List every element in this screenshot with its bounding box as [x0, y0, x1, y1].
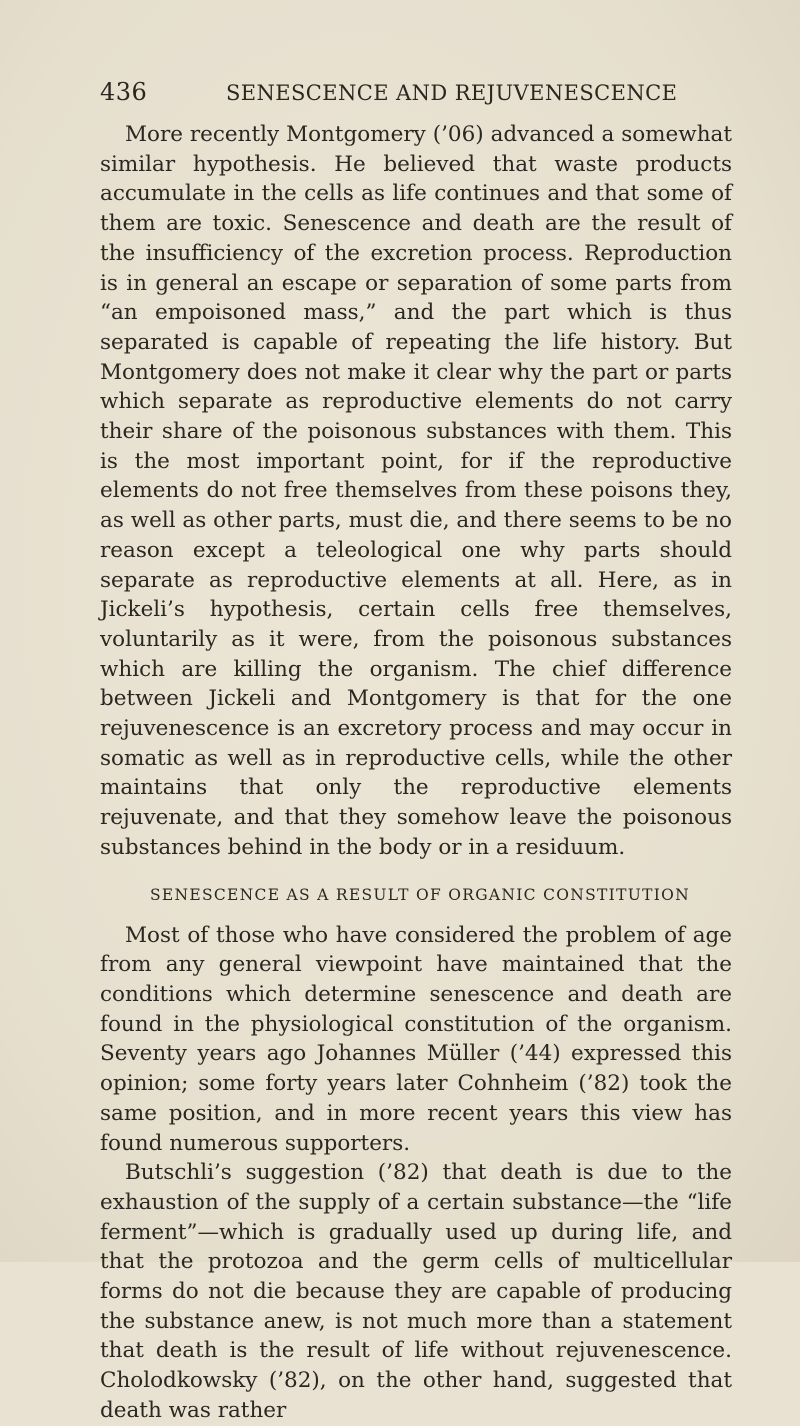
section-heading: SENESCENCE AS A RESULT OF ORGANIC CONSTITUTION: [149, 885, 691, 904]
paragraph: Most of those who have considered the problem of age from any general viewpoint have maintained that the conditions which determine senescence and death are found in the physiological constitution of the organism. Seventy years ago Johannes Müller (’44) expressed this opinion; some forty years later Cohnheim (’82) took the same position, and in more recent years this view has found numerous supporters.: [100, 922, 732, 1156]
paragraph: Butschli’s suggestion (’82) that death is due to the exhaustion of the supply of a certain substance—the “life ferment”—which is gradually used up during life, and that the protozoa and the germ cells of multicellular forms do not die because they are capable of producing the substance anew, is not much more than a statement that death is the result of life without rejuvenescence. Cholodkowsky (’82), on the other hand, suggested that death was rather: [100, 1160, 732, 1423]
paragraph: More recently Montgomery (’06) advanced a somewhat similar hypothesis. He believed that waste products accumulate in the cells as life continues and that some of them are toxic. Senescence and death are the result of the insufficiency of the excretion process. Reproduction is in general an escape or separation of some parts from “an empoisoned mass,” and the part which is thus separated is capable of repeating the life history. But Montgomery does not make it clear why the part or parts which separate as reproductive elements do not carry their share of the poisonous substances with them. This is the most important point, for if the reproductive elements do not free themselves from these poisons they, as well as other parts, must die, and there seems to be no reason except a teleological one why parts should separate as reproductive elements at all. Here, as in Jickeli’s hypothesis, certain cells free themselves, voluntarily as it were, from the poisonous substances which are killing the organism. The chief difference between Jickeli and Montgomery is that for the one rejuvenescence is an excretory process and may occur in somatic as well as in reproductive cells, while the other maintains that only the reproductive elements rejuvenate, and that they somehow leave the poisonous substances behind in the body or in a residuum.: [100, 122, 732, 860]
running-head: [100, 78, 732, 112]
page-number: 436: [100, 78, 148, 106]
body-text: [100, 120, 732, 1426]
running-title: SENESCENCE AND REJUVENESCENCE: [226, 81, 678, 105]
